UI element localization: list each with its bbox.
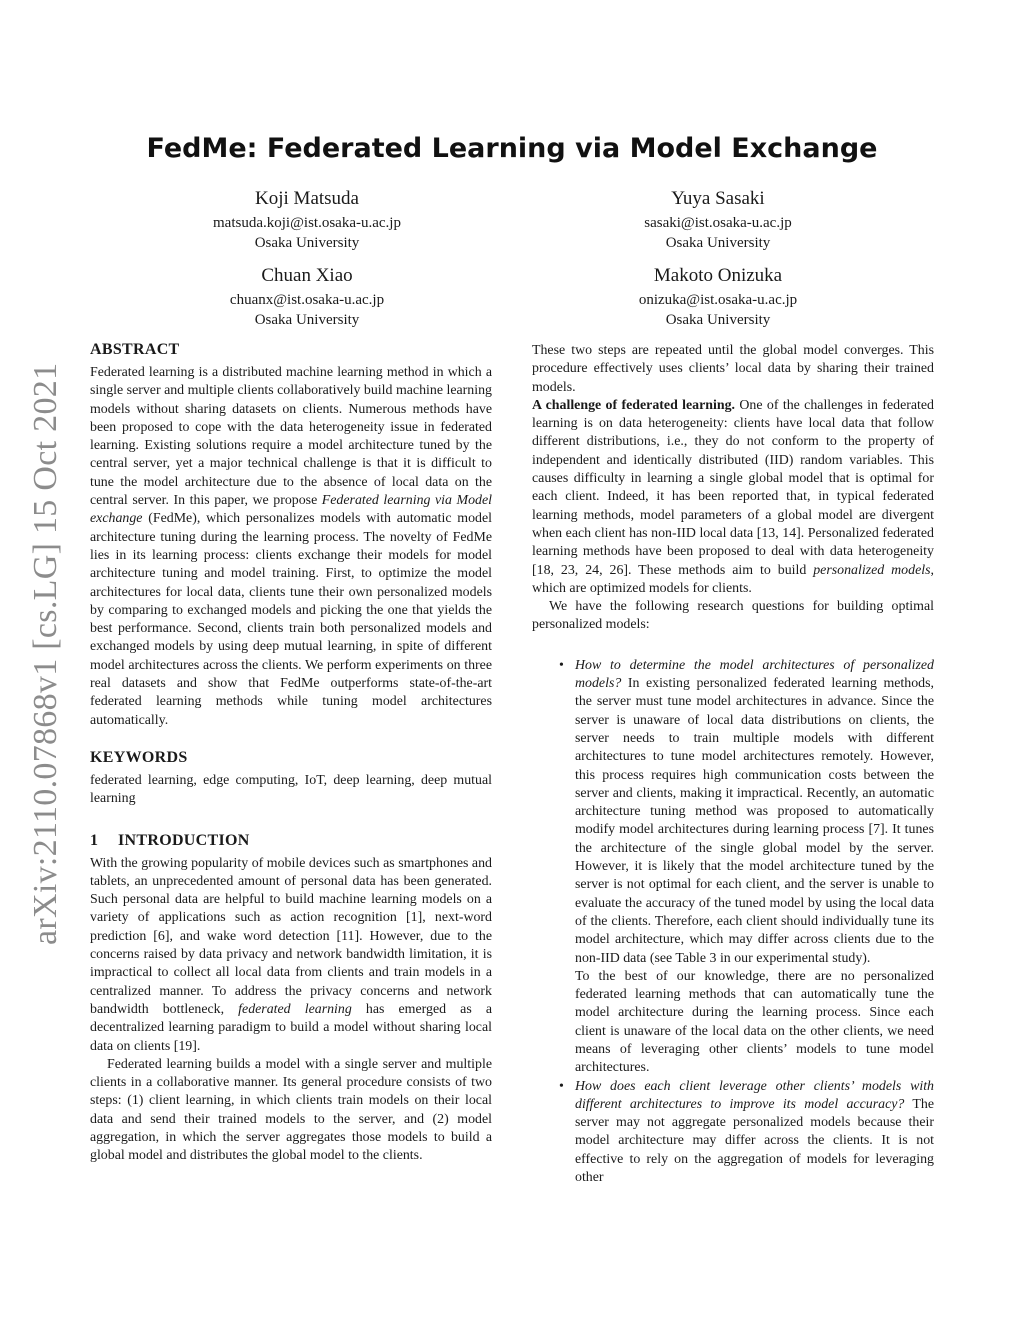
author-email: sasaki@ist.osaka-u.ac.jp <box>644 215 792 231</box>
author-block <box>97 187 517 253</box>
author-affiliation: Osaka University <box>665 312 771 328</box>
author-block <box>97 264 517 330</box>
body-paragraph: These two steps are repeated until the global model converges. This procedure effectively uses clients’ local data by sharing their trained models. <box>532 343 934 395</box>
author-affiliation: Osaka University <box>254 312 360 328</box>
author-name: Koji Matsuda <box>255 188 359 209</box>
keywords-text: federated learning, edge computing, IoT, deep learning, deep mutual learning <box>90 772 492 807</box>
author-email: onizuka@ist.osaka-u.ac.jp <box>638 292 798 308</box>
right-column <box>532 342 934 1187</box>
author-name: Yuya Sasaki <box>671 188 765 209</box>
body-paragraph: We have the following research questions for building optimal personalized models: <box>532 599 934 633</box>
author-name: Chuan Xiao <box>261 265 353 286</box>
bullet-marker: • <box>559 1078 564 1094</box>
left-column <box>90 340 492 1166</box>
list-item: • How to determine the model architectures of personalized models? In existing personalized federated learning methods, the server must tune model architectures in advance. Since the server is unaware of local data distributions on clients, the server needs to train multiple models with different architectures to tune model architectures remotely. However, this process requires high communication costs between the server and clients, making it impractical. Recently, an automatic architecture tuning method was proposed to automatically modify model architectures during learning process [7]. It tunes the architecture of the single global model by the server. However, it is likely that the model architecture tuned by the server is not optimal for each client, and the server is unable to evaluate the accuracy of the tuned model by using the local data of the clients. Therefore, each client should individually tune its model architecture, which may differ across clients due to the non-IID data (see Table 3 in our experimental study). <box>559 657 934 966</box>
list-item-continuation: To the best of our knowledge, there are no personalized federated learning methods that can automatically tune the model architecture during the learning process. Since each client is unaware of the local data on the other clients, we need means of leveraging other clients’ models to tune model architectures. <box>575 968 934 1076</box>
author-name: Makoto Onizuka <box>653 265 783 286</box>
author-block <box>508 264 928 330</box>
author-email: chuanx@ist.osaka-u.ac.jp <box>229 292 385 308</box>
intro-paragraph: With the growing popularity of mobile devices such as smartphones and tablets, an unprecedented amount of personal data has been generated. Such personal data are helpful to build machine learning models on a variety of applications such as action recognition [1], next-word prediction [6], and wake word detection [11]. However, due to the concerns raised by data privacy and network bandwidth limitation, it is impractical to collect all local data from clients and train models in a centralized manner. To address the privacy concerns and network bandwidth bottleneck, federated learning has emerged as a decentralized learning paradigm to build a model without sharing local data on clients [19]. <box>90 855 492 1054</box>
arxiv-identifier: arXiv:2110.07868v1 [cs.LG] 15 Oct 2021 <box>27 362 64 945</box>
bullet-marker: • <box>559 657 564 673</box>
list-item: • How does each client leverage other clients’ models with different architectures to improve its model accuracy? The server may not aggregate personalized models because their model architecture may differ across the clients. It is not effective to rely on the aggregation of models for leveraging other <box>559 1078 934 1186</box>
author-block <box>508 187 928 253</box>
abstract-heading: ABSTRACT <box>90 341 180 358</box>
intro-paragraph: Federated learning builds a model with a single server and multiple clients in a collaborative manner. Its general procedure consists of two steps: (1) client learning, in which clients train models on their local data and send their trained models to the server, and (2) model aggregation, in which the server aggregates those models to build a global model and distributes the global model to the clients. <box>90 1056 492 1164</box>
section-heading: 1 INTRODUCTION <box>90 831 250 849</box>
author-affiliation: Osaka University <box>254 235 360 251</box>
keywords-heading: KEYWORDS <box>90 748 188 766</box>
author-affiliation: Osaka University <box>665 235 771 251</box>
challenge-paragraph: A challenge of federated learning. One of the challenges in federated learning is on data heterogeneity: clients have local data that follow different distributions, i.e., they do not conform to the property of independent and identically distributed (IID) random variables. This causes difficulty in learning a single global model that is optimal for each client. Indeed, it has been reported that, in typical federated learning methods, model parameters of a global model are divergent when each client has non-IID local data [13, 14]. Personalized federated learning methods have been proposed to deal with data heterogeneity [18, 23, 24, 26]. These methods aim to build personalized models, which are optimized models for clients. <box>532 397 934 596</box>
paper-title: FedMe: Federated Learning via Model Exchange <box>146 133 878 164</box>
abstract-text: Federated learning is a distributed machine learning method in which a single server and multiple clients collaboratively build machine learning models without sharing datasets on clients. Numerous methods have been proposed to cope with the data heterogeneity issue in federated learning. Existing solutions require a model architecture tuned by the central server, yet a major technical challenge is that it is difficult to tune the model architecture due to the absence of local data on the central server. In this paper, we propose Federated learning via Model exchange (FedMe), which personalizes models with automatic model architecture tuning during the learning process. The novelty of FedMe lies in its learning process: clients exchange their models for model architecture tuning and model training. First, to optimize the model architectures for local data, clients tune their own personalized models by comparing to exchanged models and picking the one that yields the best performance. Second, clients train both personalized models and exchanged models by using deep mutual learning, in spite of different model architectures across the clients. We perform experiments on three real datasets and show that FedMe outperforms state-of-the-art federated learning methods while tuning model architectures automatically. <box>90 365 493 728</box>
author-email: matsuda.koji@ist.osaka-u.ac.jp <box>213 215 401 231</box>
